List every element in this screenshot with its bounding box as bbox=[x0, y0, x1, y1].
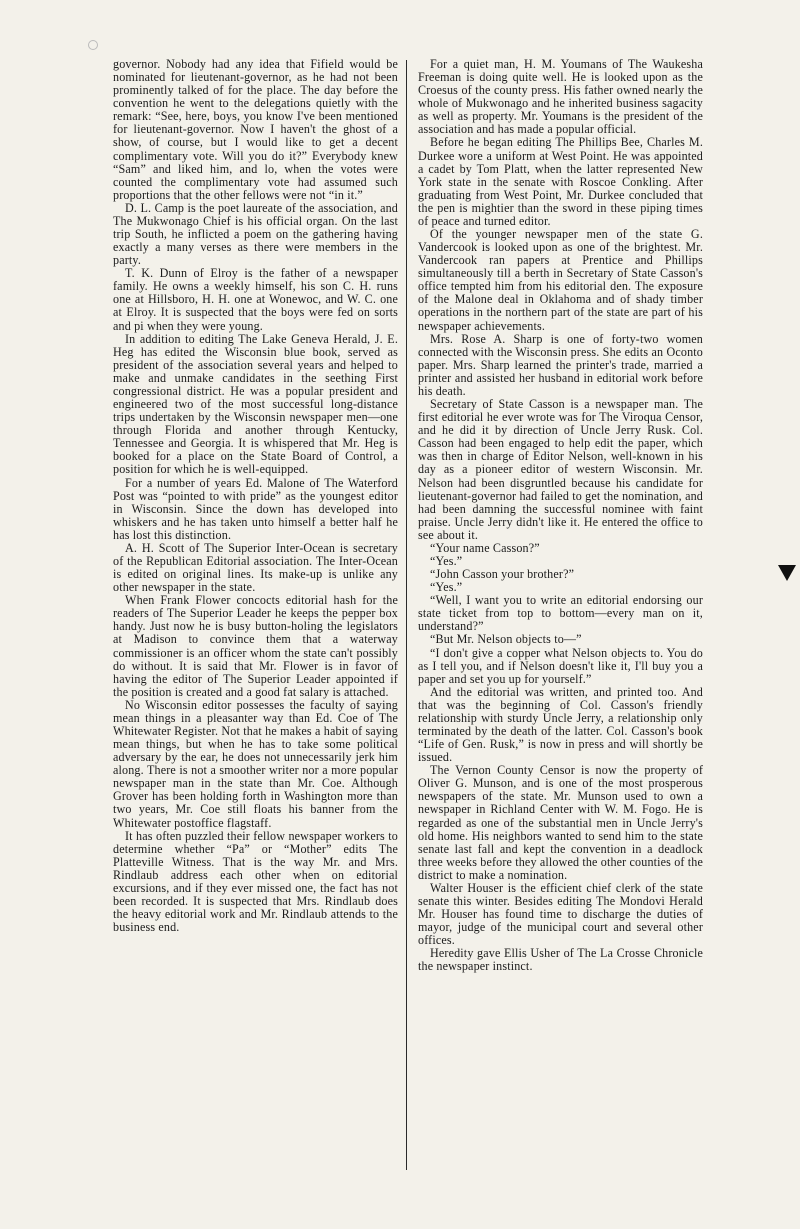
paragraph: Mrs. Rose A. Sharp is one of forty-two women connected with the Wisconsin press. She edits an Oconto paper. Mrs. Sharp learned the printer's trade, married a printer and assisted her husband in editorial work before his death. bbox=[418, 331, 703, 398]
paragraph: In addition to editing The Lake Geneva Herald, J. E. Heg has edited the Wisconsin blue book, served as president of the association several years and helped to make and unmake candidates in the seething First congressional district. He was a popular president and engineered two of the most successful long-distance trips undertaken by the Wisconsin newspaper men—one through Florida and another through Kentucky, Tennessee and Georgia. It is whispered that Mr. Heg is booked for a place on the State Board of Control, a position for which he is well-equipped. bbox=[113, 331, 398, 477]
page-speck bbox=[88, 40, 98, 50]
dialogue-line: “John Casson your brother?” bbox=[430, 567, 575, 582]
left-column bbox=[113, 58, 398, 934]
column-divider bbox=[406, 60, 407, 1170]
paragraph: Walter Houser is the efficient chief clerk of the state senate this winter. Besides editing The Mondovi Herald Mr. Houser has found time to discharge the duties of mayor, judge of the municipal court and several other offices. bbox=[418, 880, 703, 948]
paragraph: No Wisconsin editor possesses the faculty of saying mean things in a pleasanter way than Ed. Coe of The Whitewater Register. Not that he makes a habit of saying mean things, but when he has to take some political adversary by the ear, he does not unnecessarily jerk him along. There is not a smoother writer nor a more popular newspaper man in the state than Mr. Coe. Although Grover has been holding forth in Washington more than two years, Mr. Coe still floats his banner from the Whitewater postoffice flagstaff. bbox=[113, 697, 398, 830]
paragraph: D. L. Camp is the poet laureate of the association, and The Mukwonago Chief is his official organ. On the last trip South, he inflicted a poem on the gathering having exactly a many verses as there were members in the party. bbox=[113, 200, 398, 268]
paragraph: And the editorial was written, and printed too. And that was the beginning of Col. Casson's friendly relationship with sturdy Uncle Jerry, a relationship only terminated by the death of the latter. Col. Casson's book “Life of Gen. Rusk,” is now in press and will shortly be issued. bbox=[418, 684, 703, 765]
paragraph: T. K. Dunn of Elroy is the father of a newspaper family. He owns a weekly himself, his son C. H. runs one at Hillsboro, H. H. one at Wonewoc, and W. C. one at Elroy. It is suspected that the boys were fed on sorts and pi when they were young. bbox=[113, 266, 398, 333]
paragraph: Of the younger newspaper men of the state G. Vandercook is looked upon as one of the brightest. Mr. Vandercook ran papers at Prentice and Phillips simultaneously till a berth in Secretary of State Casson's office tempted him from his editorial den. The exposure of the Malone deal in Oklahoma and of shady timber operations in the northern part of the state are part of his newspaper achievements. bbox=[418, 227, 703, 333]
dialogue-line: “But Mr. Nelson objects to—” bbox=[430, 632, 582, 647]
dialogue-line: “Yes.” bbox=[430, 580, 463, 595]
paragraph: Before he began editing The Phillips Bee, Charles M. Durkee wore a uniform at West Point. He was appointed a cadet by Tom Platt, when the latter represented New York state in the senate with Roscoe Conkling. After graduating from West Point, Mr. Durkee concluded that the pen is mightier than the sword in these piping times of peace and turned editor. bbox=[418, 135, 703, 228]
paragraph: It has often puzzled their fellow newspaper workers to determine whether “Pa” or “Mother” edits The Platteville Witness. That is the way Mr. and Mrs. Rindlaub address each other when on editorial excursions, and if they ever missed one, the fact has not been recorded. It is suspected that Mrs. Rindlaub does the heavy editorial work and Mr. Rindlaub attends to the business end. bbox=[113, 828, 398, 935]
dialogue-line: “Yes.” bbox=[430, 553, 463, 568]
dialogue-line: “I don't give a copper what Nelson objects to. You do as I tell you, and if Nelson doesn't like it, I'll buy you a paper and set you up for yourself.” bbox=[418, 645, 703, 686]
paragraph: For a quiet man, H. M. Youmans of The Waukesha Freeman is doing quite well. He is looked upon as the Croesus of the county press. His father owned nearly the whole of Mukwonago and he inherited business sagacity as well as property. Mr. Youmans is the president of the association and has made a popular official. bbox=[418, 57, 703, 137]
paragraph: When Frank Flower concocts editorial hash for the readers of The Superior Leader he keeps the pepper box handy. Just now he is busy button-holing the legislators at Madison to convince them that a waterway commissioner is an officer whom the state can't possibly do without. It is said that Mr. Flower is in favor of having the editor of The Superior Leader appointed if the position is created and a good fat salary is attached. bbox=[113, 593, 398, 699]
paragraph: The Vernon County Censor is now the property of Oliver G. Munson, and is one of the most prosperous newspapers of the state. Mr. Munson used to own a newspaper in Richland Center with W. M. Fogo. He is regarded as one of the substantial men in Uncle Jerry's old home. His neighbors wanted to send him to the state senate last fall and kept the convention in a deadlock three weeks before they allowed the other counties of the district to make a nomination. bbox=[418, 763, 703, 882]
paragraph: A. H. Scott of The Superior Inter-Ocean is secretary of the Republican Editorial association. The Inter-Ocean is edited on original lines. Its make-up is unlike any other newspaper in the state. bbox=[113, 540, 398, 595]
paragraph: For a number of years Ed. Malone of The Waterford Post was “pointed to with pride” as the youngest editor in Wisconsin. Since the down has developed into whiskers and he has taken unto himself a better half he has lost this distinction. bbox=[113, 475, 398, 542]
right-column bbox=[418, 58, 703, 973]
dialogue-line: “Well, I want you to write an editorial endorsing our state ticket from top to bottom—every man on it, understand?” bbox=[418, 593, 703, 634]
paragraph: governor. Nobody had any idea that Fifield would be nominated for lieutenant-governor, as he had not been prominently talked of for the place. The day before the convention he went to the delegations quietly with the remark: “See, here, boys, you know I've been mentioned for lieutenant-governor. Now I haven't the ghost of a show, of course, but I would like to get a decent complimentary vote. Will you do it?” Everybody knew “Sam” and liked him, and lo, when the votes were counted the complimentary vote had assumed such proportions that the other fellows were not “in it.” bbox=[113, 57, 398, 202]
page-marker-arrow-icon bbox=[778, 565, 796, 581]
paragraph: Secretary of State Casson is a newspaper man. The first editorial he ever wrote was for The Viroqua Censor, and he did it by direction of Uncle Jerry Rusk. Col. Casson had been engaged to help edit the paper, which was then in charge of Editor Nelson, well-known in his day as a pioneer editor of western Wisconsin. Mr. Nelson had been disgruntled because his candidate for lieutenant-governor had failed to get the nomination, and had been damning the successful nominee with faint praise. Uncle Jerry didn't like it. He entered the office to see about it. bbox=[418, 397, 703, 542]
paragraph: Heredity gave Ellis Usher of The La Crosse Chronicle the newspaper instinct. bbox=[418, 946, 703, 974]
dialogue-line: “Your name Casson?” bbox=[430, 540, 540, 555]
